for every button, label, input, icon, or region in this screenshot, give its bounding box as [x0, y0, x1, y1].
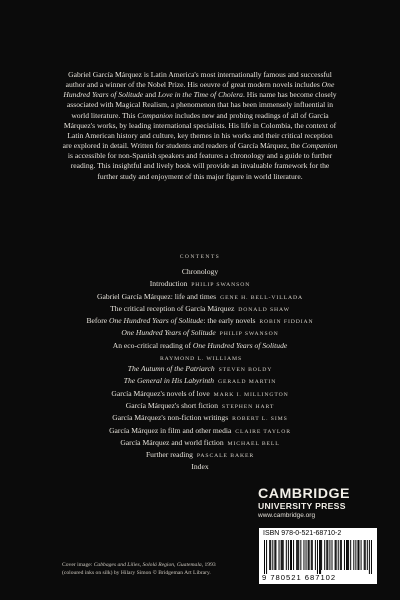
barcode-bar [303, 540, 304, 570]
barcode-bar [293, 540, 294, 570]
contents-item-author: MARK I. MILLINGTON [213, 391, 289, 398]
publisher-press: UNIVERSITY PRESS [258, 501, 346, 511]
contents-item-title: The critical reception of García Márquez [110, 303, 235, 313]
publisher-name: CAMBRIDGE [258, 486, 350, 502]
contents-item-title: Index [191, 462, 209, 472]
isbn-text: ISBN 978-0-521-68710-2 [263, 530, 342, 537]
barcode-bar [347, 540, 348, 570]
contents-item-author: PHILIP SWANSON [219, 331, 279, 338]
contents-item-author: PASCALE BAKER [196, 453, 255, 460]
contents-item-book-title: One Hundred Years of Solitude [192, 340, 288, 350]
barcode-bar [286, 540, 287, 570]
contents-item-author: RAYMOND L. WILLIAMS [159, 356, 243, 363]
contents-item-title: An eco-critical reading of [112, 340, 193, 350]
contents-item-author: GENE H. BELL-VILLADA [220, 294, 303, 301]
barcode-bar [324, 540, 325, 570]
contents-item-book-title: One Hundred Years of Solitude [121, 328, 216, 338]
contents-item [50, 412, 350, 424]
blurb-text: includes new and probing readings of all of García Márquez's works, by leading international specialists. His life in Colombia, the context of Latin American history and culture, key themes in his works and their critical reception are explored in detail. Written for students and readers of García Márquez, the [62, 110, 337, 151]
contents-item [50, 303, 350, 315]
contents-item [50, 461, 350, 473]
back-cover-blurb [62, 70, 338, 182]
cover-credit [62, 561, 252, 577]
contents-item [50, 400, 350, 412]
blurb-text: is accessible for non-Spanish speakers and features a chronology and a guide to further reading. This insightful and lively book will provide an invaluable framework for the further study and enjoyment of this major figure in world literature. [67, 151, 333, 181]
contents-item-title: Gabriel García Márquez: life and times [97, 291, 217, 301]
barcode-bar [350, 540, 351, 570]
blurb-text: Gabriel García Márquez is Latin America's most internationally famous and successful author and a winner of the Nobel Prize. His oeuvre of great modern novels includes [65, 70, 332, 90]
barcode-bar [288, 540, 289, 570]
barcode-bar [344, 540, 345, 570]
barcode-bar [312, 540, 313, 570]
credit-suffix: , 1993 [201, 562, 216, 568]
contents-item-title: Further reading [145, 450, 193, 460]
credit-prefix: Cover image: [62, 562, 94, 568]
contents-item [50, 437, 350, 449]
contents-item-author: PHILIP SWANSON [191, 282, 251, 289]
blurb-companion: Companion [137, 110, 173, 120]
contents-item [50, 449, 350, 461]
barcode-bar [346, 540, 347, 570]
contents-item-author: STEPHEN HART [221, 403, 275, 410]
barcode-bar [361, 540, 362, 570]
contents-item-title: : the early novels [203, 316, 256, 326]
barcode-bar [348, 540, 349, 570]
barcode-bar [297, 540, 298, 570]
barcode-bar [306, 540, 307, 570]
barcode-bar [283, 540, 284, 570]
contents-item-book-title: The Autumn of the Patriarch [127, 364, 215, 374]
barcode-bar [338, 540, 339, 570]
barcode-bar [274, 540, 275, 570]
barcode-bar [355, 540, 356, 570]
barcode-bar [367, 540, 368, 570]
barcode-bar [359, 540, 360, 570]
barcode-bar [340, 540, 341, 570]
barcode-bar [270, 540, 271, 570]
barcode-bar [353, 540, 354, 570]
contents-item [50, 352, 350, 363]
contents-item-author: GERALD MARTIN [217, 379, 277, 386]
contents-item-title: García Márquez in film and other media [109, 425, 232, 435]
barcode-bar [332, 540, 333, 570]
contents-item-author: STEVEN BOLDY [218, 367, 273, 374]
barcode-bar [272, 540, 273, 570]
barcode-number: 9 780521 687102 [262, 573, 337, 582]
barcode-bar [336, 540, 337, 570]
barcode-bar [298, 540, 299, 570]
contents-heading: CONTENTS [179, 254, 221, 260]
barcode-bar [319, 540, 320, 574]
contents-item [50, 340, 350, 352]
contents-item-title: García Márquez's non-fiction writings [112, 413, 229, 423]
contents-item [50, 327, 350, 339]
barcode-bar [341, 540, 342, 570]
contents-item-author: ROBERT L. SIMS [232, 416, 288, 423]
barcode-bar [321, 540, 322, 570]
contents-item-title: Before [86, 316, 109, 326]
contents-item-title: García Márquez's novels of love [111, 388, 210, 398]
credit-line: (coloured inks on silk) by Hilary Simon © Bridgeman Art Library. [62, 570, 211, 576]
blurb-text: . His name has become closely associated with Magical Realism, a phenomenon that has been immensely influential in world literature. This [66, 90, 337, 120]
barcode-bar [266, 540, 267, 574]
contents-item [50, 278, 350, 290]
barcode-bar [327, 540, 328, 570]
contents-item [50, 363, 350, 375]
barcode-bar [275, 540, 276, 570]
blurb-companion: Companion [301, 141, 338, 151]
contents-item-title: Chronology [181, 267, 219, 276]
table-of-contents [50, 266, 350, 474]
publisher-logo [258, 486, 378, 519]
barcode-bar [317, 540, 318, 574]
barcode-bar [320, 540, 321, 574]
contents-item-title: Introduction [149, 279, 188, 289]
barcode-bar [296, 540, 297, 570]
barcode-label [259, 528, 377, 584]
barcode-bar [371, 540, 372, 574]
barcode-bar [281, 540, 282, 570]
contents-item-author: CLAIRE TAYLOR [235, 428, 291, 435]
barcode-bar [329, 540, 330, 570]
barcode-bar [315, 540, 316, 570]
barcode-icon [264, 540, 372, 574]
barcode-bar [357, 540, 358, 570]
contents-item-book-title: One Hundred Years of Solitude [109, 316, 204, 326]
credit-artwork-title: Cabbages and Lilies, Sololá Region, Guatemala [93, 562, 202, 568]
barcode-bar [365, 540, 366, 570]
contents-item-title: García Márquez and world fiction [120, 437, 224, 447]
barcode-bar [290, 540, 291, 570]
contents-item-author: MICHAEL BELL [227, 440, 280, 447]
barcode-bar [364, 540, 365, 570]
barcode-bar [291, 540, 292, 570]
contents-item-book-title: The General in His Labyrinth [123, 376, 215, 386]
barcode-bar [311, 540, 312, 570]
blurb-book-title: One Hundred Years of Solitude [63, 80, 335, 100]
barcode-bar [279, 540, 280, 570]
barcode-bar [326, 540, 327, 570]
barcode-bar [335, 540, 336, 570]
barcode-bar [264, 540, 265, 574]
contents-item [50, 291, 350, 303]
contents-item-title: García Márquez's short fiction [125, 400, 218, 410]
contents-item [50, 315, 350, 327]
barcode-bar [282, 540, 283, 570]
contents-item [50, 266, 350, 278]
contents-item [50, 375, 350, 387]
barcode-bar [308, 540, 309, 570]
barcode-bar [269, 540, 270, 570]
contents-item [50, 425, 350, 437]
barcode-bar [369, 540, 370, 574]
contents-item-author: ROBIN FIDDIAN [259, 319, 314, 326]
publisher-url: www.cambridge.org [258, 512, 316, 519]
contents-item-author: DONALD SHAW [238, 306, 290, 313]
contents-item [50, 388, 350, 400]
barcode-bar [309, 540, 310, 570]
blurb-text: and [143, 90, 158, 100]
barcode-bar [300, 540, 301, 570]
blurb-book-title: Love in the Time of Cholera [157, 90, 243, 100]
